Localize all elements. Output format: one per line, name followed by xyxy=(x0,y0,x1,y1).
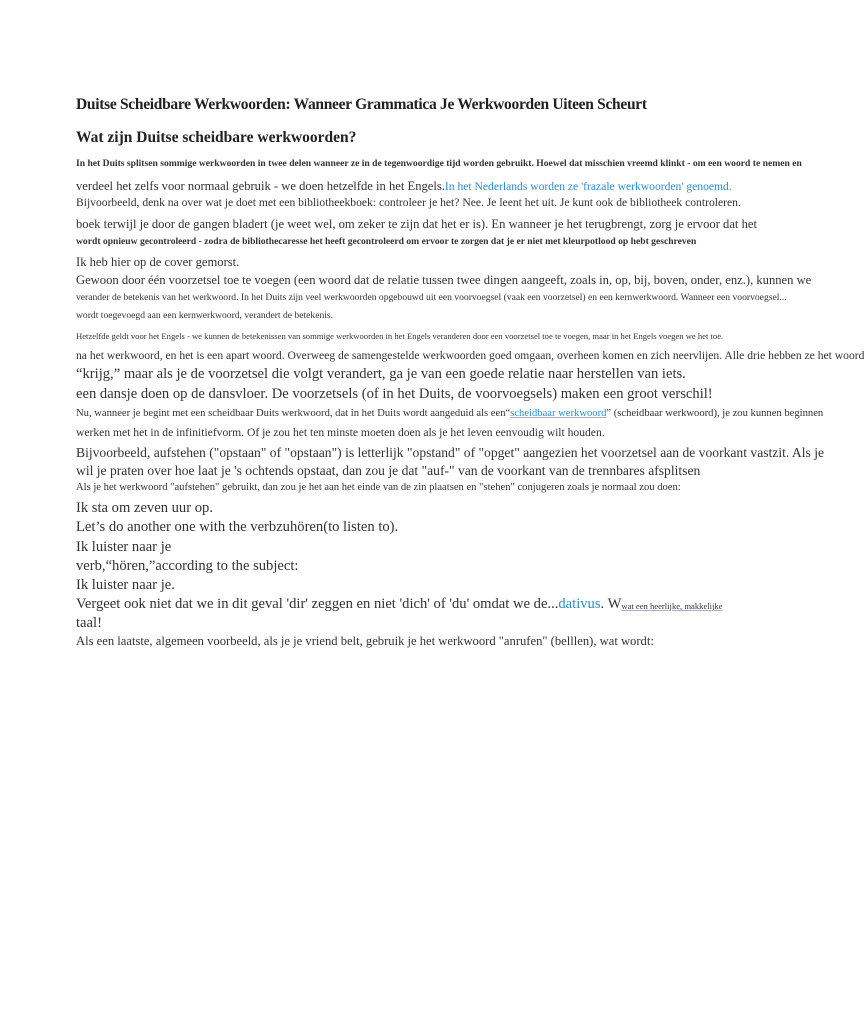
paragraph-line: “krijg,” maar als je de voorzetsel die volgt verandert, ga je van een goede relatie naar herstellen van iets. xyxy=(76,366,686,382)
paragraph-line xyxy=(76,409,823,420)
paragraph-line: een dansje doen op de dansvloer. De voorzetsels (of in het Duits, de voorvoegsels) maken een groot verschil! xyxy=(76,386,713,402)
paragraph-line: Als een laatste, algemeen voorbeeld, als je je vriend belt, gebruik je het werkwoord "anrufen" (belllen), wat wordt: xyxy=(76,634,654,648)
paragraph-line: Ik heb hier op de cover gemorst. xyxy=(76,255,240,269)
paragraph-text: Nu, wanneer je begint met een scheidbaar Duits werkwoord, dat in het Duits wordt aangeduid als een“ xyxy=(76,408,511,419)
paragraph-line: wil je praten over hoe laat je 's ochtends opstaat, dan zou je dat "auf-" van de voorkant van de trennbares afsplitsen xyxy=(76,463,701,478)
paragraph-line: wordt opnieuw gecontroleerd - zodra de bibliothecaresse het heeft gecontroleerd om ervoor te zorgen dat je er niet met kleurpotlood op hebt geschreven xyxy=(76,236,697,247)
paragraph-line: na het werkwoord, en het is een apart woord. Overweeg de samengestelde werkwoorden goed omgaan, overheen komen en zich neervlijen. Alle drie hebben ze het woord xyxy=(76,349,864,362)
paragraph-line: Bijvoorbeeld, aufstehen ("opstaan" of "opstaan") is letterlijk "opstand" of "opget" aangezien het voorzetsel aan de voorkant vastzit. Als je xyxy=(76,445,825,460)
separable-verb-link[interactable]: scheidbaar werkwoord xyxy=(510,408,607,419)
paragraph-line: verb,“hören,”according to the subject: xyxy=(76,558,299,574)
paragraph-text: . W xyxy=(600,596,622,612)
paragraph-line xyxy=(76,180,732,193)
paragraph-text: wat een heerlijke, makkelijke xyxy=(621,601,723,611)
paragraph-line: wordt toegevoegd aan een kernwerkwoord, verandert de betekenis. xyxy=(76,310,334,321)
paragraph-line: Bijvoorbeeld, denk na over wat je doet met een bibliotheekboek: controleer je het? Nee. Je leent het uit. Je kunt ook de bibliotheek controleren. xyxy=(76,196,741,209)
paragraph-line: In het Duits splitsen sommige werkwoorden in twee delen wanneer ze in de tegenwoordige tijd worden gebruikt. Hoewel dat misschien vreemd klinkt - om een woord te nemen en xyxy=(76,158,802,169)
example-sentence: Ik luister naar je xyxy=(76,539,172,555)
paragraph-line: taal! xyxy=(76,615,102,631)
paragraph-line: Hetzelfde geldt voor het Engels - we kunnen de betekenissen van sommige werkwoorden in het Engels veranderen door een voorzetsel toe te voegen, maar in het Engels voegen we het toe. xyxy=(76,331,724,341)
paragraph-text: ” (scheidbaar werkwoord), je zou kunnen beginnen xyxy=(606,408,824,419)
paragraph-line: Let’s do another one with the verbzuhören(to listen to). xyxy=(76,519,399,535)
phrasal-verbs-link[interactable]: In het Nederlands worden ze 'frazale werkwoorden' genoemd. xyxy=(444,180,732,193)
paragraph-text: verdeel het zelfs voor normaal gebruik - we doen hetzelfde in het Engels. xyxy=(76,179,445,193)
section-heading: Wat zijn Duitse scheidbare werkwoorden? xyxy=(76,129,357,146)
article-title: Duitse Scheidbare Werkwoorden: Wanneer Grammatica Je Werkwoorden Uiteen Scheurt xyxy=(76,96,647,113)
paragraph-text: Vergeet ook niet dat we in dit geval 'dir' zeggen en niet 'dich' of 'du' omdat we de... xyxy=(76,596,559,612)
paragraph-line: verander de betekenis van het werkwoord. In het Duits zijn veel werkwoorden opgebouwd uit een voorvoegsel (vaak een voorzetsel) en een kernwerkwoord. Wanneer een voorvoegsel... xyxy=(76,292,787,303)
paragraph-line xyxy=(76,597,723,612)
dativus-link[interactable]: dativus xyxy=(558,596,601,612)
example-sentence: Ik sta om zeven uur op. xyxy=(76,500,213,516)
example-sentence: Ik luister naar je. xyxy=(76,577,175,593)
paragraph-line: Gewoon door één voorzetsel toe te voegen (een woord dat de relatie tussen twee dingen aangeeft, zoals in, op, bij, boven, onder, enz.), kunnen we xyxy=(76,273,812,287)
paragraph-line: boek terwijl je door de gangen bladert (je weet wel, om zeker te zijn dat het er is). En wanneer je het terugbrengt, zorg je ervoor dat het xyxy=(76,217,757,231)
paragraph-line: Als je het werkwoord "aufstehen" gebruikt, dan zou je het aan het einde van de zin plaatsen en "stehen" conjugeren zoals je normaal zou doen: xyxy=(76,482,681,493)
paragraph-line: werken met het in de infinitiefvorm. Of je zou het ten minste moeten doen als je het leven eenvoudig wilt houden. xyxy=(76,426,605,439)
